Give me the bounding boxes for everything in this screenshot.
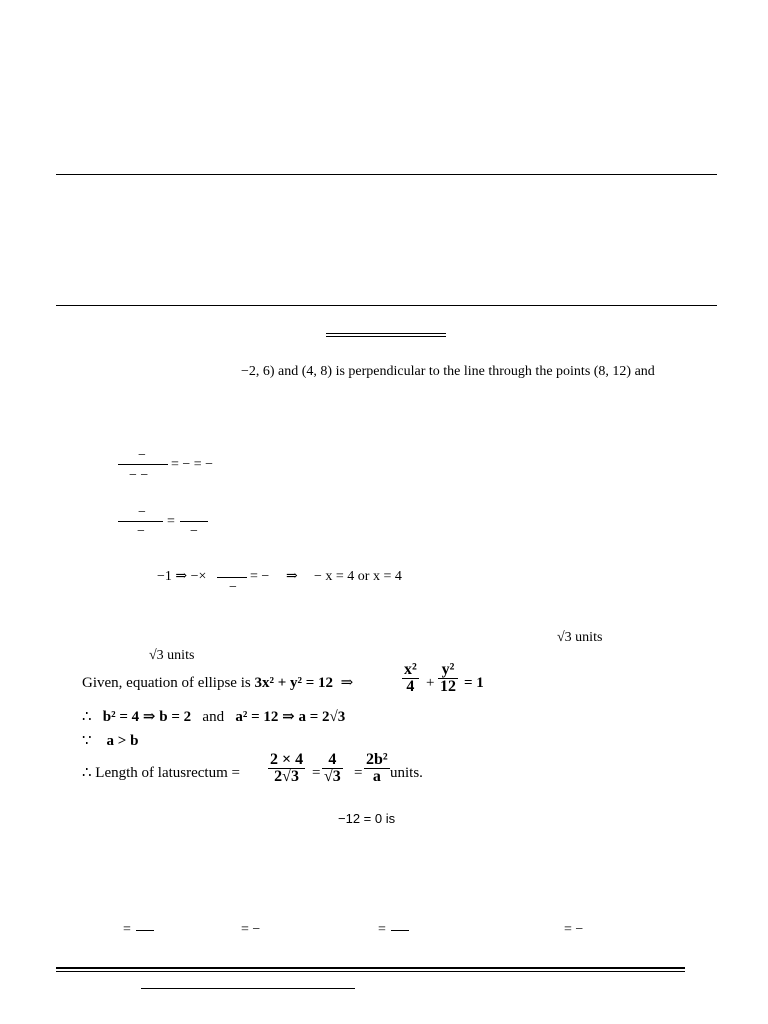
frac-y-den: 12 xyxy=(440,678,456,695)
work3-denominator: − xyxy=(229,580,237,595)
work3-fraction-bar xyxy=(217,577,247,578)
work1-denominator: − − xyxy=(129,468,149,483)
frac-x-num: x² xyxy=(404,661,417,678)
solution-block xyxy=(76,660,486,795)
work2-equals: = xyxy=(167,514,175,529)
solution-line1-equation: 3x² + y² = 12 xyxy=(254,675,334,691)
b-value: b² = 4 ⇒ b = 2 xyxy=(102,709,192,725)
because-symbol: ∵ xyxy=(82,733,92,749)
latus-fraction-1: $\frac{2 \times 4}{2√3}$ xyxy=(270,751,304,785)
therefore-symbol: ∴ xyxy=(82,709,92,725)
question-1-text: −2, 6) and (4, 8) is perpendicular to the line through the points (8, 12) and xyxy=(241,364,655,379)
option-3-bar xyxy=(391,930,409,931)
latus-equals-2: = xyxy=(354,765,363,781)
work2-right-denominator: − xyxy=(190,524,198,539)
work2-numerator: − xyxy=(138,505,146,520)
ellipse-fraction-x xyxy=(402,662,419,695)
bottom-divider-2 xyxy=(56,971,685,972)
work1-rest: = − = − xyxy=(171,457,214,472)
latus-equals-1: = xyxy=(312,765,321,781)
solution-line1-arrow: ⇒ xyxy=(340,675,354,691)
heading-underline-2 xyxy=(326,336,446,337)
solution-line1-prefix: Given, equation of ellipse is xyxy=(82,675,251,691)
work3-result: − x = 4 or x = 4 xyxy=(314,569,402,584)
work3-mid: = − xyxy=(250,569,270,584)
question-3-text: −12 = 0 is xyxy=(338,811,396,826)
work2-fraction-bar xyxy=(118,521,163,522)
bottom-divider-1 xyxy=(56,967,685,969)
plus-sign: + xyxy=(426,675,435,691)
option-3: = xyxy=(378,922,386,937)
solution-line-3 xyxy=(82,732,138,750)
footer-underline xyxy=(141,988,355,989)
solution-line-1 xyxy=(82,674,357,692)
option-1-bar xyxy=(136,930,154,931)
option-2: = − xyxy=(241,922,261,937)
work2-right-fraction-bar xyxy=(180,521,208,522)
option-1: = xyxy=(123,922,131,937)
q2-option-left: √3 units xyxy=(149,648,195,663)
option-4: = − xyxy=(564,922,584,937)
latus-fraction-2: $\frac{4}{√3}$ xyxy=(324,751,341,785)
line1-end: = 1 xyxy=(464,675,484,691)
units-label: units. xyxy=(390,765,423,781)
frac-y-num: y² xyxy=(438,662,458,679)
work1-fraction-bar xyxy=(118,464,168,465)
ellipse-fraction-y xyxy=(438,662,458,695)
work3-arrow: ⇒ xyxy=(286,569,298,584)
frac-x-den: 4 xyxy=(406,678,415,695)
and-word: and xyxy=(202,709,225,725)
work3-left: −1 ⇒ −× xyxy=(157,569,207,584)
a-value: a² = 12 ⇒ a = 2√3 xyxy=(235,709,346,725)
work2-denominator: − xyxy=(137,524,145,539)
solution-line-2 xyxy=(82,708,345,726)
second-divider xyxy=(56,305,717,306)
heading-underline-1 xyxy=(326,333,446,334)
work1-numerator: − xyxy=(138,448,146,463)
latusrectum-prefix: ∴ Length of latusrectum = xyxy=(82,765,240,781)
q2-option-right: √3 units xyxy=(557,630,603,645)
solution-line-4 xyxy=(82,764,240,782)
a-greater-b: a > b xyxy=(106,733,139,749)
latus-fraction-3: $\frac{\text{2b²}}{a}$ xyxy=(366,751,388,785)
top-divider xyxy=(56,174,717,175)
